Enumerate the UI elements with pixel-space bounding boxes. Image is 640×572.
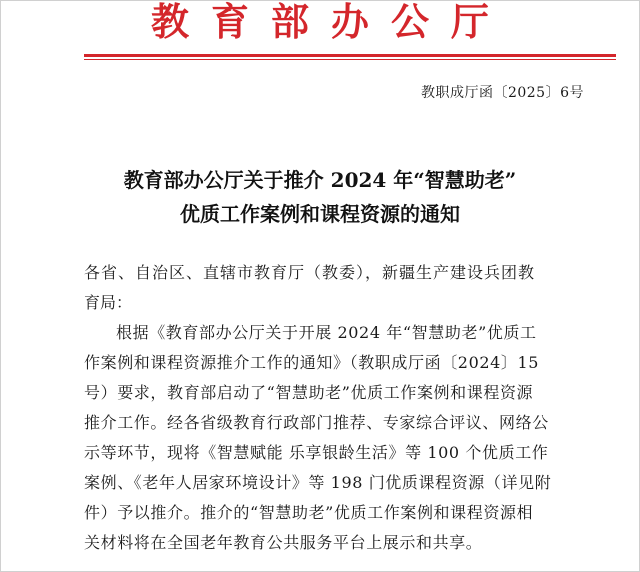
body-paragraph-line: 关材料将在全国老年教育公共服务平台上展示和共享。	[84, 533, 483, 552]
red-header-rule-thick	[84, 54, 616, 57]
salutation-line-1: 各省、自治区、直辖市教育厅（教委），新疆生产建设兵团教	[84, 263, 536, 282]
document-title-line-1: 教育部办公厅关于推介 2024 年“智慧助老”	[123, 168, 517, 192]
body-paragraph-line: 作案例和课程资源推介工作的通知》（教职成厅函〔2024〕15	[84, 353, 540, 372]
org-header-title: 教育部办公厅	[150, 0, 511, 44]
body-paragraph-line: 件）予以推介。推介的“智慧助老”优质工作案例和课程资源相	[84, 503, 534, 522]
body-paragraph-line: 号）要求，教育部启动了“智慧助老”优质工作案例和课程资源	[84, 383, 534, 402]
salutation-line-2: 育局：	[84, 293, 133, 312]
body-paragraph-line: 案例、《老年人居家环境设计》等 198 门优质课程资源（详见附	[84, 473, 552, 492]
document-title-line-2: 优质工作案例和课程资源的通知	[180, 202, 460, 226]
body-paragraph-line: 示等环节，现将《智慧赋能 乐享银龄生活》等 100 个优质工作	[84, 443, 549, 462]
body-paragraph-line: 根据《教育部办公厅关于开展 2024 年“智慧助老”优质工	[116, 323, 537, 342]
red-header-rule-thin	[84, 59, 616, 60]
body-paragraph-line: 推介工作。经各省级教育行政部门推荐、专家综合评议、网络公	[84, 413, 549, 432]
document-number: 教职成厅函〔2025〕6号	[420, 85, 584, 101]
